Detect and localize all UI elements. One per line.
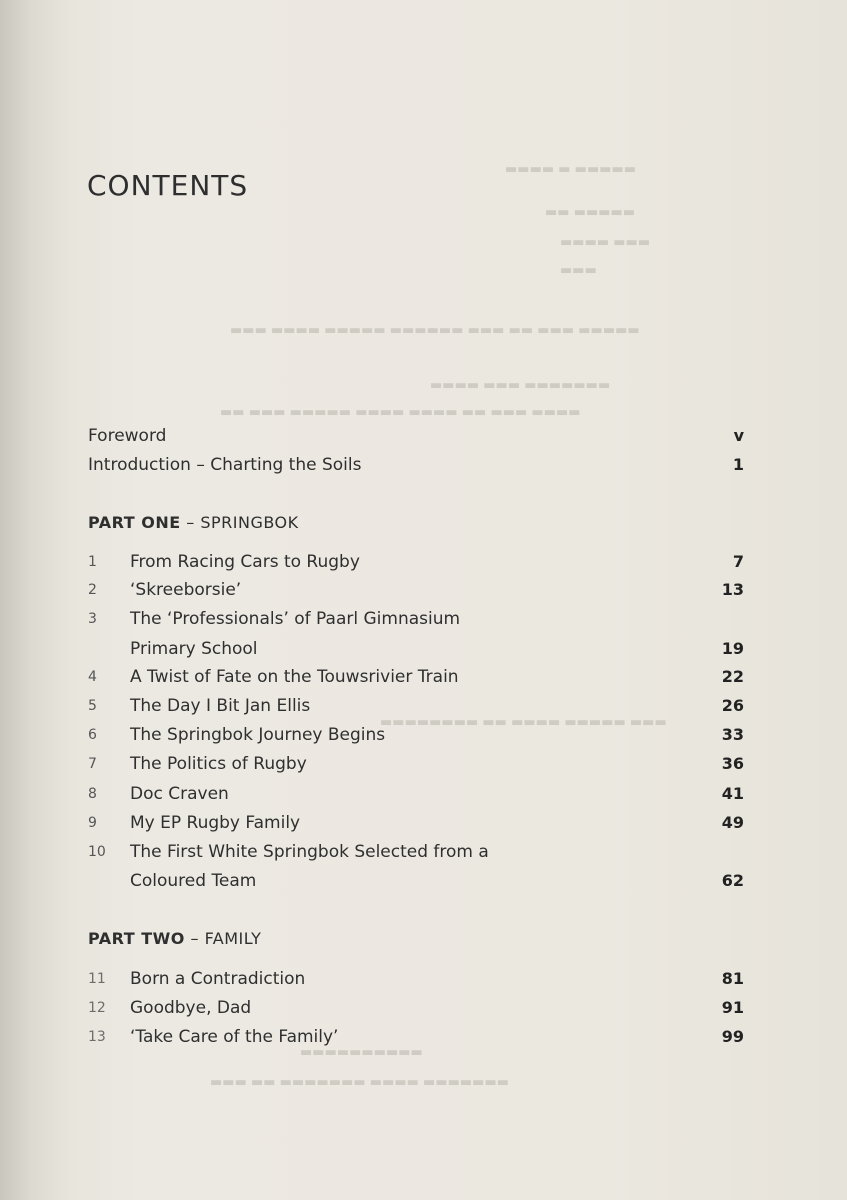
chapter-number: 3 bbox=[88, 611, 97, 627]
chapter-number: 10 bbox=[88, 844, 106, 860]
chapter-title: From Racing Cars to Rugby bbox=[130, 552, 360, 572]
chapter-number: 8 bbox=[88, 786, 97, 802]
chapter-number: 5 bbox=[88, 698, 97, 714]
chapter-page: 13 bbox=[721, 580, 744, 599]
toc-entry-title: Introduction – Charting the Soils bbox=[88, 455, 362, 475]
chapter-page: 91 bbox=[721, 998, 744, 1017]
chapter-title: The Politics of Rugby bbox=[130, 754, 307, 774]
chapter-page: 7 bbox=[732, 552, 744, 571]
part-label: PART ONE bbox=[88, 513, 181, 532]
chapter-title: A Twist of Fate on the Touwsrivier Train bbox=[130, 667, 459, 687]
chapter-page: 49 bbox=[721, 813, 744, 832]
toc-entry-page: 1 bbox=[732, 455, 744, 474]
chapter-page: 33 bbox=[721, 725, 744, 744]
chapter-title: The Day I Bit Jan Ellis bbox=[130, 696, 311, 716]
chapter-title: ‘Take Care of the Family’ bbox=[130, 1027, 339, 1047]
chapter-page: 26 bbox=[721, 696, 744, 715]
chapter-page: 22 bbox=[721, 667, 744, 686]
chapter-page: 62 bbox=[721, 871, 744, 890]
chapter-number: 12 bbox=[88, 1000, 106, 1016]
chapter-title: Goodbye, Dad bbox=[130, 998, 252, 1018]
chapter-page: 36 bbox=[721, 754, 744, 773]
part-heading-two bbox=[88, 929, 261, 948]
chapter-title: The Springbok Journey Begins bbox=[130, 725, 386, 745]
chapter-page: 41 bbox=[721, 784, 744, 803]
chapter-title: The ‘Professionals’ of Paarl Gimnasium bbox=[130, 609, 461, 629]
part-name: – FAMILY bbox=[190, 929, 262, 948]
chapter-number: 7 bbox=[88, 756, 97, 772]
toc-entry-page: v bbox=[733, 426, 744, 445]
chapter-title: Born a Contradiction bbox=[130, 969, 306, 989]
chapter-title: The First White Springbok Selected from a bbox=[130, 842, 489, 862]
chapter-title: Doc Craven bbox=[130, 784, 229, 804]
chapter-number: 11 bbox=[88, 971, 106, 987]
chapter-page: 99 bbox=[721, 1027, 744, 1046]
chapter-number: 1 bbox=[88, 554, 97, 570]
chapter-number: 6 bbox=[88, 727, 97, 743]
toc-entry-title: Foreword bbox=[88, 426, 167, 446]
page-title: CONTENTS bbox=[87, 168, 249, 202]
chapter-title-continued: Primary School bbox=[130, 639, 258, 659]
chapter-page: 81 bbox=[721, 969, 744, 988]
chapter-page: 19 bbox=[721, 639, 744, 658]
chapter-title: ‘Skreeborsie’ bbox=[130, 580, 242, 600]
chapter-number: 2 bbox=[88, 582, 97, 598]
part-name: – SPRINGBOK bbox=[186, 513, 299, 532]
chapter-number: 13 bbox=[88, 1029, 106, 1045]
chapter-title: My EP Rugby Family bbox=[130, 813, 301, 833]
part-heading-one bbox=[88, 513, 299, 532]
chapter-number: 9 bbox=[88, 815, 97, 831]
part-label: PART TWO bbox=[88, 929, 185, 948]
chapter-number: 4 bbox=[88, 669, 97, 685]
chapter-title-continued: Coloured Team bbox=[130, 871, 257, 891]
